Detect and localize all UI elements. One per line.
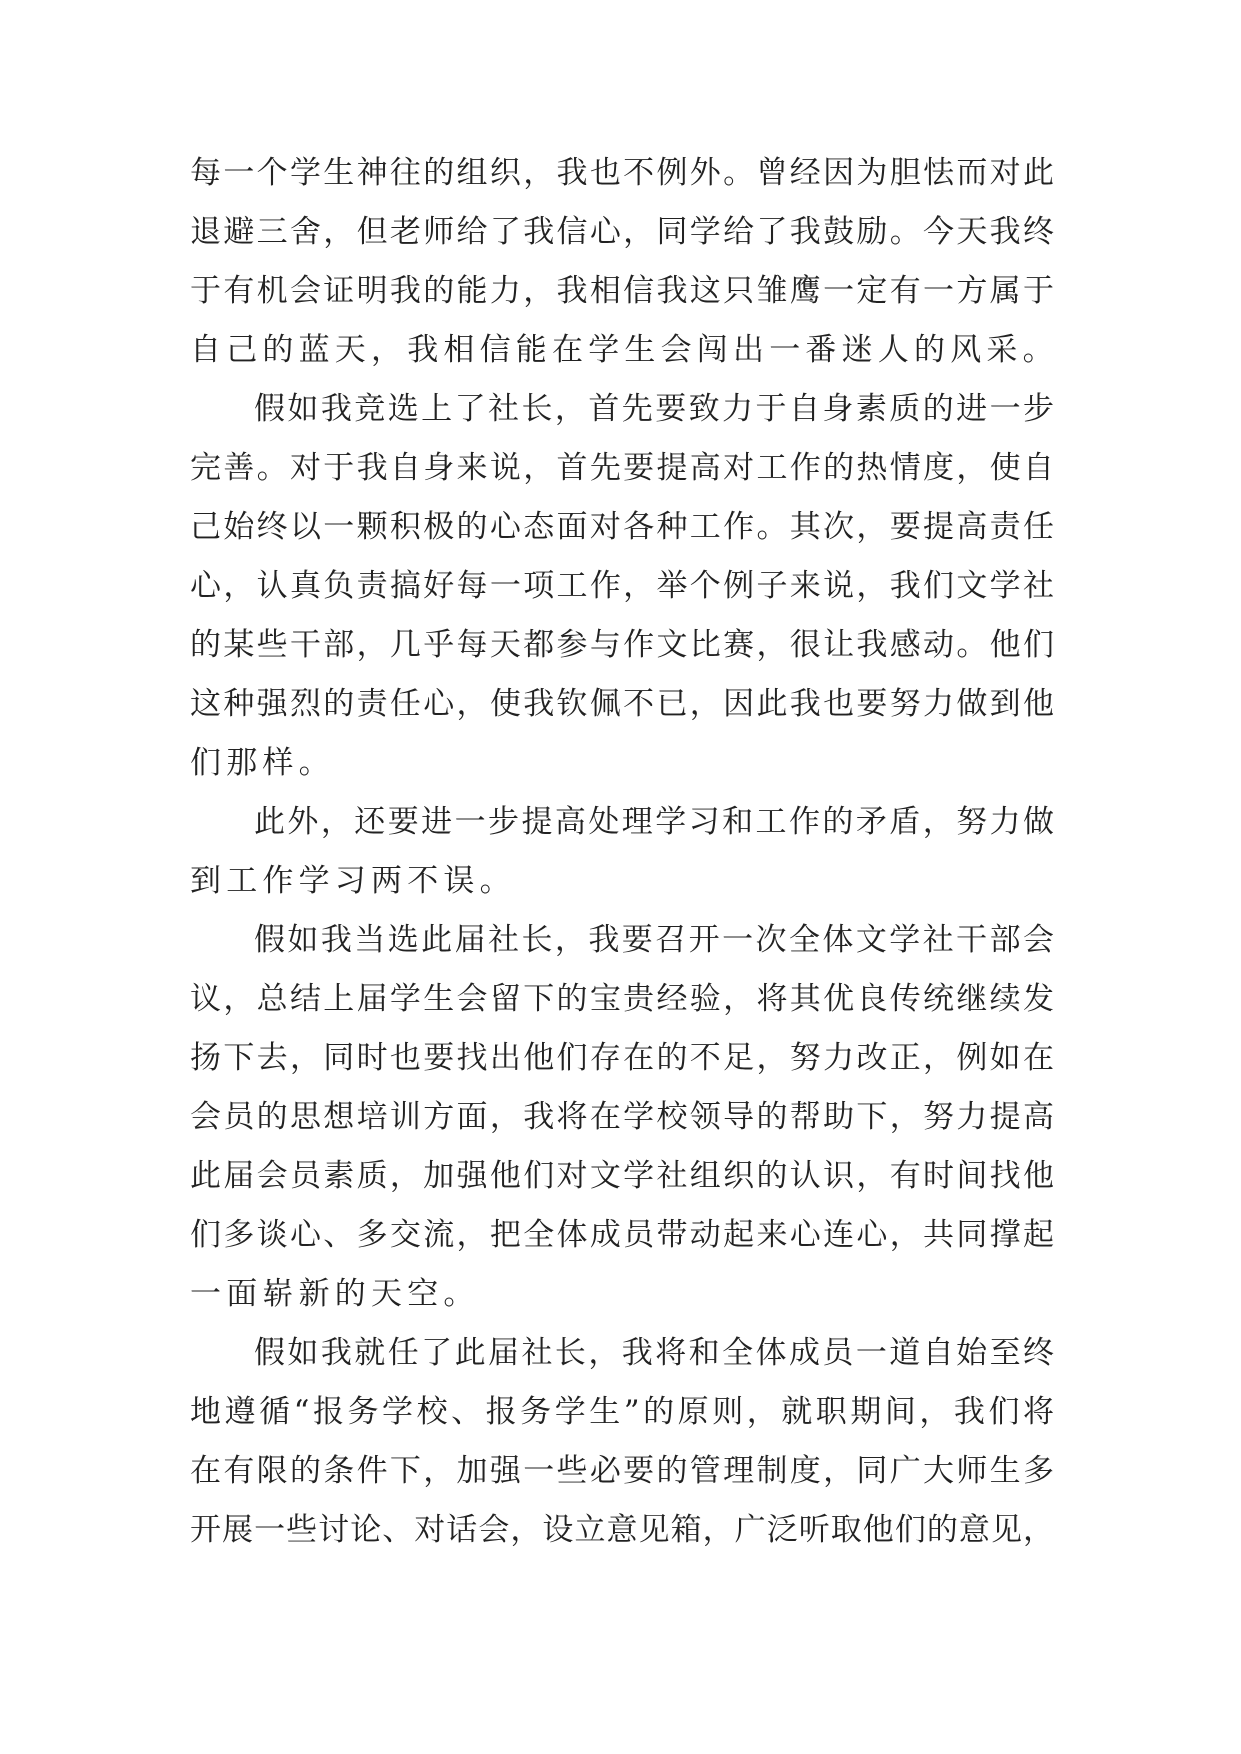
paragraph-first-line: 假如我当选此届社长，我要召开一次全体文学社干部会 xyxy=(254,922,1054,958)
text-line: 开展一些讨论、对话会，设立意见箱，广泛听取他们的意见， xyxy=(190,1512,1054,1548)
text-line: 这种强烈的责任心，使我钦佩不已，因此我也要努力做到他 xyxy=(190,686,1054,722)
text-line: 的某些干部，几乎每天都参与作文比赛，很让我感动。他们 xyxy=(190,627,1054,663)
paragraph-first-line: 此外，还要进一步提高处理学习和工作的矛盾，努力做 xyxy=(254,804,1054,840)
paragraph-first-line: 假如我就任了此届社长，我将和全体成员一道自始至终 xyxy=(254,1335,1054,1371)
paragraph-first-line: 假如我竞选上了社长，首先要致力于自身素质的进一步 xyxy=(254,391,1054,427)
text-line: 会员的思想培训方面，我将在学校领导的帮助下，努力提高 xyxy=(190,1099,1054,1135)
text-line: 一面崭新的天空。 xyxy=(190,1276,480,1312)
text-line: 退避三舍，但老师给了我信心，同学给了我鼓励。今天我终 xyxy=(190,214,1054,250)
text-line: 到工作学习两不误。 xyxy=(190,863,516,899)
text-line: 们多谈心、多交流，把全体成员带动起来心连心，共同撑起 xyxy=(190,1217,1054,1253)
text-line: 议，总结上届学生会留下的宝贵经验，将其优良传统继续发 xyxy=(190,981,1054,1017)
body-text xyxy=(190,144,1059,1560)
text-line: 扬下去，同时也要找出他们存在的不足，努力改正，例如在 xyxy=(190,1040,1054,1076)
text-line: 每一个学生神往的组织，我也不例外。曾经因为胆怯而对此 xyxy=(190,155,1054,191)
text-line: 完善。对于我自身来说，首先要提高对工作的热情度，使自 xyxy=(190,450,1054,486)
text-line: 在有限的条件下，加强一些必要的管理制度，同广大师生多 xyxy=(190,1453,1054,1489)
text-line: 己始终以一颗积极的心态面对各种工作。其次，要提高责任 xyxy=(190,509,1054,545)
text-line: 们那样。 xyxy=(190,745,335,781)
text-line: 于有机会证明我的能力，我相信我这只雏鹰一定有一方属于 xyxy=(190,273,1054,309)
text-line: 心，认真负责搞好每一项工作，举个例子来说，我们文学社 xyxy=(190,568,1054,604)
text-line: 自己的蓝天，我相信能在学生会闯出一番迷人的风采。 xyxy=(190,332,1059,368)
text-line: 此届会员素质，加强他们对文学社组织的认识，有时间找他 xyxy=(190,1158,1054,1194)
text-line: 地遵循“报务学校、报务学生”的原则，就职期间，我们将 xyxy=(190,1394,1054,1430)
